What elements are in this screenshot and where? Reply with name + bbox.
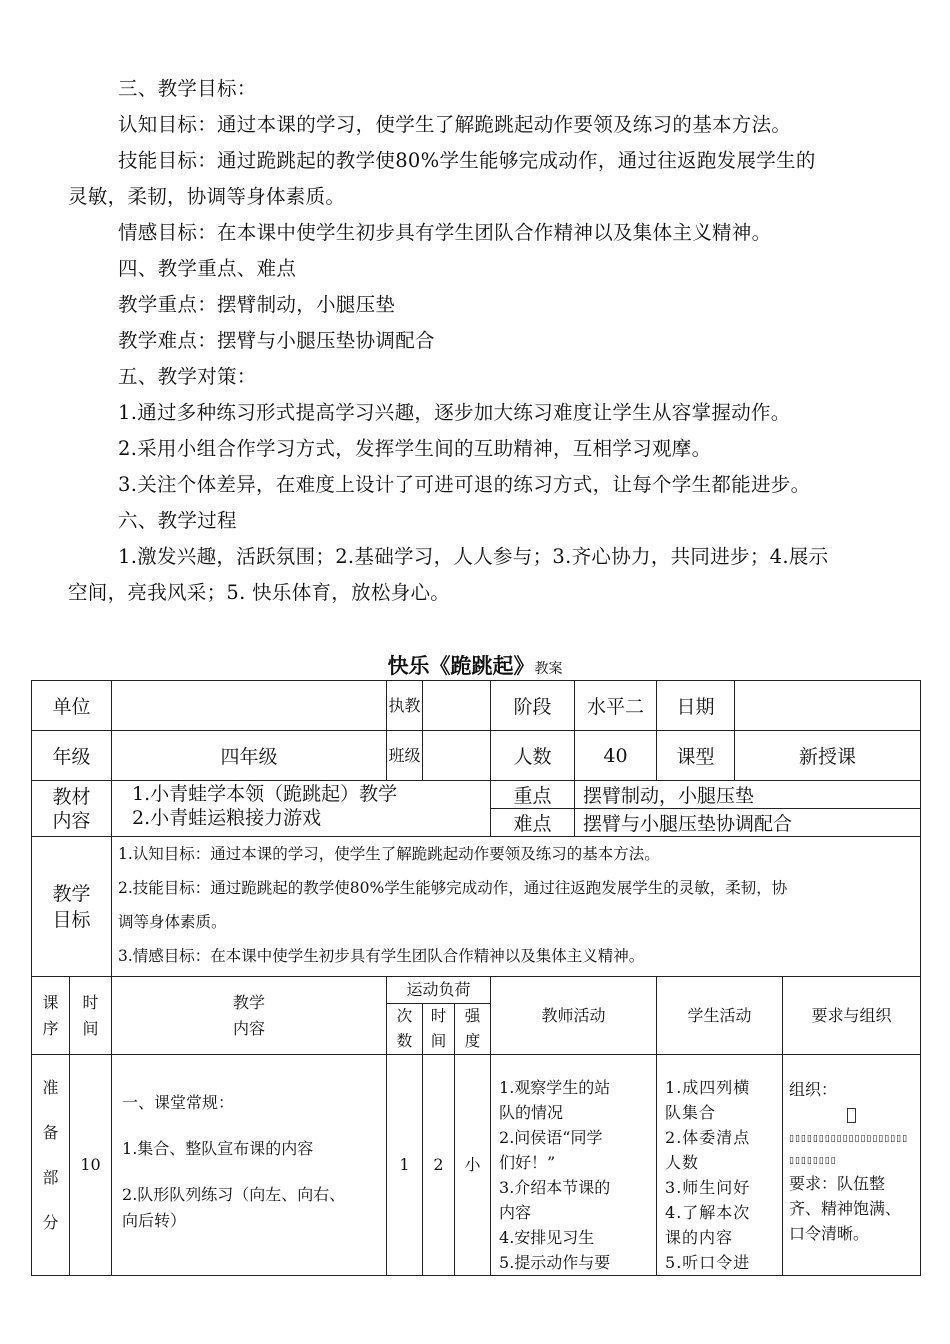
intro-line: 六、教学过程 xyxy=(118,509,237,532)
intro-line: 2.采用小组合作学习方式，发挥学生间的互助精神，互相学习观摩。 xyxy=(118,437,712,460)
material-item: 2.小青蛙运粮接力游戏 xyxy=(132,807,322,829)
intro-line: 灵敏，柔韧，协调等身体素质。 xyxy=(68,185,346,208)
material-item: 1.小青蛙学本领（跪跳起）教学 xyxy=(132,783,398,805)
header-load: 运动负荷 xyxy=(387,977,491,1004)
date-label: 日期 xyxy=(657,681,735,731)
placeholder-glyph-row: ▯▯▯▯▯▯▯▯ xyxy=(789,1156,837,1166)
placeholder-glyph-icon xyxy=(847,1108,856,1123)
material-label: 教材 内容 xyxy=(32,781,112,837)
row-teacher-activity: 1.观察学生的站 队的情况 2.问侯语“同学 们好！” 3.介绍本节课的 内容 4.安排见习生 5.提示动作与要 xyxy=(491,1055,657,1276)
goal-line: 3.情感目标：在本课中使学生初步具有学生团队合作精神以及集体主义精神。 xyxy=(118,947,645,965)
table-row xyxy=(32,837,921,977)
unit-value xyxy=(112,681,387,731)
title-main: 快乐《跪跳起》 xyxy=(387,653,535,678)
header-teacher: 教师活动 xyxy=(491,977,657,1055)
table-row xyxy=(32,781,921,809)
table-row xyxy=(32,731,921,781)
lesson-plan-table xyxy=(31,680,921,1276)
intro-line: 空间，亮我风采；5. 快乐体育，放松身心。 xyxy=(68,581,451,604)
header-count: 次 数 xyxy=(387,1004,423,1055)
type-value: 新授课 xyxy=(735,731,921,781)
grade-label: 年级 xyxy=(32,731,112,781)
header-student: 学生活动 xyxy=(657,977,783,1055)
hard-label: 难点 xyxy=(491,809,575,837)
goal-line: 调等身体素质。 xyxy=(118,913,227,931)
intro-line: 认知目标：通过本课的学习，使学生了解跪跳起动作要领及练习的基本方法。 xyxy=(118,113,792,136)
header-content: 教学 内容 xyxy=(112,977,387,1055)
intro-line: 五、教学对策： xyxy=(118,365,257,388)
row-duration: 2 xyxy=(423,1055,455,1276)
intro-line: 技能目标：通过跪跳起的教学使80%学生能够完成动作，通过往返跑发展学生的 xyxy=(118,149,816,172)
header-duration: 时 间 xyxy=(423,1004,455,1055)
unit-label: 单位 xyxy=(32,681,112,731)
class-value xyxy=(423,731,491,781)
table-row xyxy=(32,681,921,731)
row-student-activity: 1.成四列横 队集合 2.体委清点 人数 3.师生问好 4.了解本次 课的内容 5.听口令进 xyxy=(657,1055,783,1276)
material-items xyxy=(112,781,491,837)
intro-line: 1.激发兴趣，活跃氛围；2.基础学习，人人参与；3.齐心协力，共同进步；4.展示 xyxy=(118,545,829,568)
key-label: 重点 xyxy=(491,781,575,809)
placeholder-glyph-row: ▯▯▯▯▯▯▯▯▯▯▯▯▯▯▯▯▯▯▯▯ xyxy=(789,1134,909,1144)
teacher-value xyxy=(423,681,491,731)
row-requirements: 组织： ▯▯▯▯▯▯▯▯▯▯▯▯▯▯▯▯▯▯▯▯ ▯▯▯▯▯▯▯▯ 要求：队伍整 齐、精神饱满、 口令清晰。 xyxy=(783,1055,921,1276)
intro-line: 3.关注个体差异，在难度上设计了可进可退的练习方式，让每个学生都能进步。 xyxy=(118,473,811,496)
key-value: 摆臂制动，小腿压垫 xyxy=(575,781,921,809)
table-row xyxy=(32,1055,921,1276)
goal-line: 1.认知目标：通过本课的学习，使学生了解跪跳起动作要领及练习的基本方法。 xyxy=(118,845,660,863)
row-intensity: 小 xyxy=(455,1055,491,1276)
goals-label: 教学 目标 xyxy=(32,837,112,977)
lesson-plan-title xyxy=(0,652,950,683)
date-value xyxy=(735,681,921,731)
stage-label: 阶段 xyxy=(491,681,575,731)
part-name: 准 备 部 分 xyxy=(32,1055,70,1276)
type-label: 课型 xyxy=(657,731,735,781)
intro-line: 教学难点：摆臂与小腿压垫协调配合 xyxy=(118,329,435,352)
row-content: 一、课堂常规： 1.集合、整队宣布课的内容 2.队形队列练习（向左、向右、 向后转） xyxy=(112,1055,387,1276)
row-count: 1 xyxy=(387,1055,423,1276)
hard-value: 摆臂与小腿压垫协调配合 xyxy=(575,809,921,837)
intro-line: 四、教学重点、难点 xyxy=(118,257,297,280)
header-order: 课 序 xyxy=(32,977,70,1055)
goals-text xyxy=(112,837,921,977)
table-header-row xyxy=(32,977,921,1004)
intro-line: 情感目标：在本课中使学生初步具有学生团队合作精神以及集体主义精神。 xyxy=(118,221,772,244)
row-time: 10 xyxy=(70,1055,112,1276)
intro-line: 教学重点：摆臂制动，小腿压垫 xyxy=(118,293,396,316)
count-value: 40 xyxy=(575,731,657,781)
title-suffix: 教案 xyxy=(534,661,563,677)
teacher-label: 执教 xyxy=(387,681,423,731)
header-time: 时 间 xyxy=(70,977,112,1055)
header-req: 要求与组织 xyxy=(783,977,921,1055)
grade-value: 四年级 xyxy=(112,731,387,781)
stage-value: 水平二 xyxy=(575,681,657,731)
class-label: 班级 xyxy=(387,731,423,781)
intro-line: 1.通过多种练习形式提高学习兴趣，逐步加大练习难度让学生从容掌握动作。 xyxy=(118,401,791,424)
count-label: 人数 xyxy=(491,731,575,781)
header-intensity: 强 度 xyxy=(455,1004,491,1055)
intro-line: 三、教学目标： xyxy=(118,77,257,100)
goal-line: 2.技能目标：通过跪跳起的教学使80%学生能够完成动作，通过往返跑发展学生的灵敏，柔韧，协 xyxy=(118,879,788,897)
intro-text xyxy=(0,71,950,611)
